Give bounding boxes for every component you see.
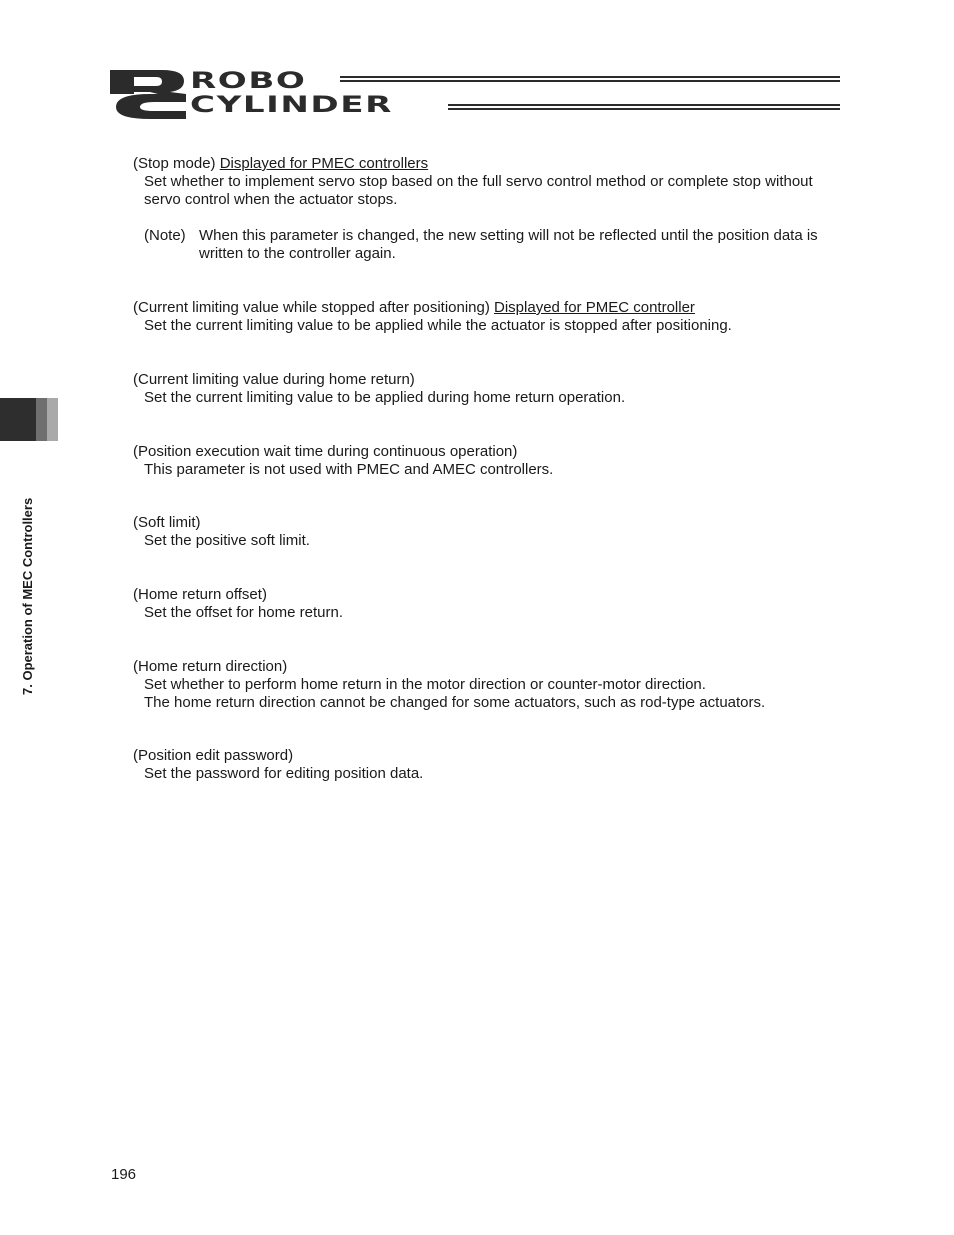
- entry-home-return-offset: [133, 586, 848, 622]
- entry-label: (Position edit password): [133, 747, 294, 764]
- entry-label: (Current limiting value while stopped after positioning): [133, 299, 490, 316]
- header-rule-bottom: [448, 104, 840, 110]
- entry-qualifier: Displayed for PMEC controllers: [219, 155, 429, 172]
- entry-position-wait-time: [133, 443, 848, 479]
- chapter-tab-mid: [36, 398, 47, 441]
- entry-label: (Stop mode): [133, 155, 216, 172]
- entry-heading: [133, 299, 848, 317]
- chapter-tab-light: [47, 398, 58, 441]
- entry-stop-mode: [133, 155, 848, 263]
- header-rule-top: [340, 76, 840, 82]
- entry-description: Set the positive soft limit.: [144, 532, 310, 549]
- entry-label: (Home return offset): [133, 586, 267, 603]
- entry-current-limit-stopped: [133, 299, 848, 335]
- entry-soft-limit: [133, 514, 848, 550]
- entry-label: (Position execution wait time during continuous operation): [133, 443, 518, 460]
- entry-current-limit-home-return: [133, 371, 848, 407]
- chapter-side-label: 7. Operation of MEC Controllers: [20, 497, 35, 695]
- entry-description: Set the password for editing position data.: [144, 765, 424, 782]
- entry-description-2: The home return direction cannot be changed for some actuators, such as rod-type actuators.: [144, 694, 766, 711]
- page-number: 196: [111, 1166, 137, 1183]
- note-text: When this parameter is changed, the new setting will not be reflected until the position data is written to the controller again.: [199, 227, 818, 262]
- entry-description: Set whether to perform home return in the motor direction or counter-motor direction.: [144, 676, 706, 693]
- logo-word-robo: ROBO: [190, 69, 307, 94]
- logo-word-cylinder: CYLINDER: [190, 93, 393, 118]
- entry-note: [133, 227, 848, 263]
- entry-description: Set the current limiting value to be applied during home return operation.: [144, 389, 626, 406]
- rc-logo-icon: [110, 68, 188, 120]
- entry-qualifier: Displayed for PMEC controller: [494, 299, 695, 316]
- entry-label: (Soft limit): [133, 514, 201, 531]
- entry-description: Set whether to implement servo stop based on the full servo control method or complete stop without servo control when the actuator stops.: [144, 173, 813, 208]
- entry-heading: [133, 155, 848, 173]
- entry-label: (Current limiting value during home return): [133, 371, 415, 388]
- entry-description: Set the current limiting value to be applied while the actuator is stopped after positioning.: [144, 317, 732, 334]
- entry-description: This parameter is not used with PMEC and AMEC controllers.: [144, 461, 554, 478]
- note-label: (Note): [144, 227, 186, 244]
- entry-description: Set the offset for home return.: [144, 604, 343, 621]
- entry-home-return-direction: [133, 658, 848, 712]
- entry-position-edit-password: [133, 747, 848, 783]
- chapter-tab-dark: [0, 398, 36, 441]
- entry-label: (Home return direction): [133, 658, 288, 675]
